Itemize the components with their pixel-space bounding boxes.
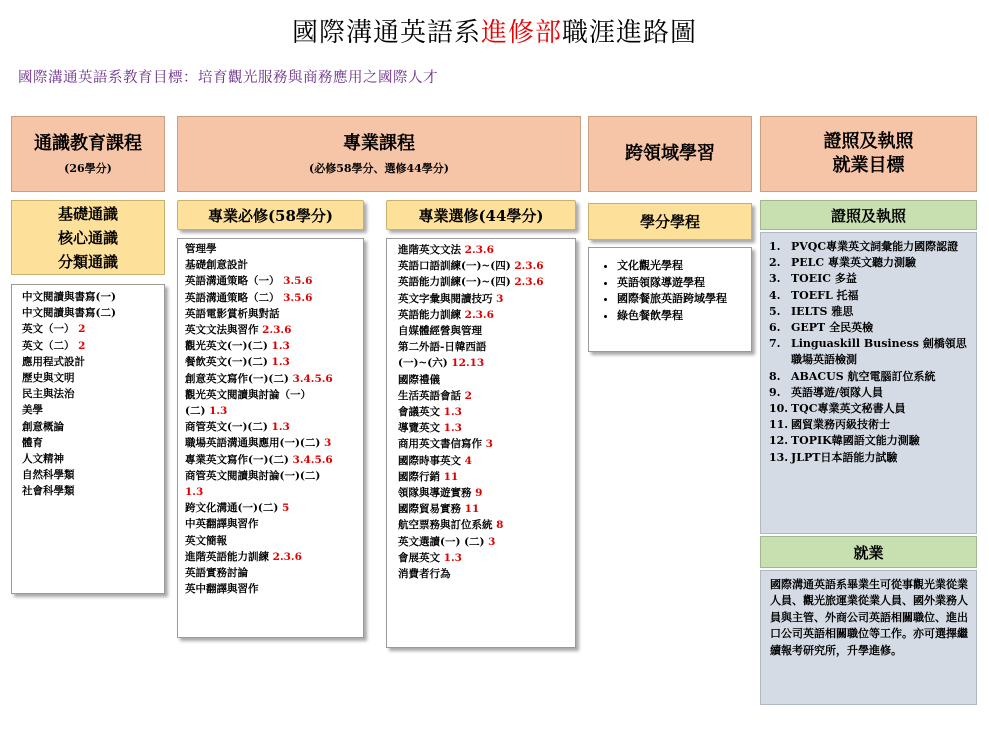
cert-list-box bbox=[760, 232, 977, 534]
cert-item bbox=[769, 417, 970, 433]
cert-number: 8. bbox=[769, 369, 781, 383]
course-name: 歷史與文明 bbox=[22, 372, 75, 385]
cert-number: 12. bbox=[769, 434, 789, 448]
cert-item bbox=[769, 385, 970, 401]
course-name: 英語能力訓練(一)~(四) bbox=[398, 276, 511, 289]
required-course-item bbox=[185, 387, 363, 403]
course-name: 會展英文 bbox=[398, 551, 440, 564]
semester-code: 2 bbox=[74, 323, 86, 336]
course-name: 創意英文寫作(一)(二) bbox=[185, 372, 289, 385]
general-course-item bbox=[22, 354, 164, 370]
cert-name: GEPT 全民英檢 bbox=[791, 321, 874, 335]
program-item: • 綠色餐飲學程 bbox=[617, 308, 751, 325]
semester-code: 3 bbox=[482, 438, 493, 451]
elective-course-item bbox=[398, 274, 575, 290]
program-item: • 英語領隊導遊學程 bbox=[617, 275, 751, 292]
semester-code: 2.3.6 bbox=[269, 550, 302, 563]
semester-code: 3.4.5.6 bbox=[288, 453, 333, 466]
semester-code: 3 bbox=[492, 292, 504, 305]
required-course-item bbox=[185, 419, 363, 435]
general-course-item bbox=[22, 419, 164, 435]
semester-code: 1.3 bbox=[267, 340, 290, 353]
course-name: 國際行銷 bbox=[398, 470, 440, 483]
required-course-item bbox=[185, 322, 363, 338]
course-name: (二) bbox=[185, 405, 206, 418]
course-name: 英中翻譯與習作 bbox=[185, 583, 259, 596]
cross-domain-header bbox=[588, 116, 752, 192]
general-education-title: 通識教育課程 bbox=[34, 133, 142, 155]
course-name: 職場英語溝通與應用(一)(二) bbox=[185, 437, 321, 450]
course-name: 基礎創意設計 bbox=[185, 259, 248, 272]
course-name: 英語口語訓練(一)~(四) bbox=[398, 260, 511, 273]
cert-name: TOEIC 多益 bbox=[791, 272, 857, 286]
semester-code: 2.3.6 bbox=[510, 260, 544, 273]
course-name: 英語能力訓練 bbox=[398, 308, 461, 321]
required-course-item bbox=[185, 306, 363, 322]
elective-course-item bbox=[398, 242, 575, 258]
required-course-item bbox=[185, 516, 363, 532]
cert-number: 11. bbox=[769, 418, 789, 432]
course-name: 國際禮儀 bbox=[398, 373, 440, 386]
semester-code: 8 bbox=[492, 519, 504, 532]
required-course-item bbox=[185, 257, 363, 273]
elective-course-item bbox=[398, 372, 575, 388]
cert-name: PELC 專業英文聽力測驗 bbox=[791, 256, 916, 270]
general-education-header bbox=[11, 116, 165, 192]
general-course-item bbox=[22, 451, 164, 467]
cert-number: 4. bbox=[769, 288, 781, 302]
cert-name: JLPT日本語能力試驗 bbox=[791, 450, 898, 464]
elective-course-item bbox=[398, 517, 575, 533]
elective-course-item bbox=[398, 388, 575, 404]
course-name: 會議英文 bbox=[398, 406, 440, 419]
semester-code: 12.13 bbox=[447, 357, 485, 370]
course-name: 觀光英文(一)(二) bbox=[185, 340, 268, 353]
required-course-item bbox=[185, 533, 363, 549]
course-name: 創意概論 bbox=[22, 420, 64, 433]
course-name: 自然科學類 bbox=[22, 469, 75, 482]
semester-code: 3.5.6 bbox=[279, 275, 313, 288]
program-list-box bbox=[588, 247, 752, 352]
cert-name: IELTS 雅思 bbox=[791, 304, 854, 318]
elective-course-item bbox=[398, 469, 575, 485]
required-course-item bbox=[185, 549, 363, 565]
elective-course-item bbox=[398, 501, 575, 517]
semester-code: 2 bbox=[461, 389, 472, 402]
required-course-item bbox=[185, 500, 363, 516]
program-item: • 國際餐旅英語跨域學程 bbox=[617, 291, 751, 308]
elective-course-item bbox=[398, 339, 575, 355]
required-course-item bbox=[185, 403, 363, 419]
course-name: 中文閱讀與書寫(二) bbox=[22, 307, 116, 320]
required-course-item bbox=[185, 565, 363, 581]
semester-code: 5 bbox=[278, 502, 290, 515]
cert-item bbox=[769, 239, 970, 255]
course-name: 跨文化溝通(一)(二) bbox=[185, 502, 279, 515]
course-name: 英語溝通策略（一） bbox=[185, 275, 280, 288]
course-name: 英文簡報 bbox=[185, 534, 227, 547]
semester-code: 3 bbox=[320, 437, 332, 450]
course-name: 中英翻譯與習作 bbox=[185, 518, 259, 531]
course-name: 人文精神 bbox=[22, 453, 64, 466]
course-name: 英文選讀(一) (二) bbox=[398, 535, 485, 548]
cert-name: TOPIK韓國語文能力測驗 bbox=[791, 434, 920, 448]
cert-number: 10. bbox=[769, 402, 789, 416]
elective-course-item bbox=[398, 453, 575, 469]
course-name: 體育 bbox=[22, 436, 43, 449]
course-name: 進階英語能力訓練 bbox=[185, 550, 269, 563]
cert-item bbox=[769, 304, 970, 320]
course-name: 英語溝通策略（二） bbox=[185, 291, 280, 304]
course-name: 專業英文寫作(一)(二) bbox=[185, 453, 289, 466]
education-goal: 國際溝通英語系教育目標：培育觀光服務與商務應用之國際人才 bbox=[18, 70, 438, 86]
cert-number: 5. bbox=[769, 304, 781, 318]
cert-name: 英語導遊/領隊人員 bbox=[791, 385, 884, 399]
general-education-credits: (26學分) bbox=[64, 161, 112, 175]
elective-course-item bbox=[398, 436, 575, 452]
general-course-item bbox=[22, 338, 164, 354]
title-dept: 國際溝通英語系 bbox=[291, 18, 481, 48]
cert-number: 3. bbox=[769, 272, 781, 286]
course-name: 國際貿易實務 bbox=[398, 503, 461, 516]
required-course-item bbox=[185, 354, 363, 370]
cert-number: 1. bbox=[769, 240, 781, 253]
elective-course-item bbox=[398, 291, 575, 307]
cross-domain-title: 跨領域學習 bbox=[625, 142, 715, 164]
elective-course-item bbox=[398, 420, 575, 436]
general-course-list bbox=[11, 284, 165, 594]
course-name: 社會科學類 bbox=[22, 485, 75, 498]
general-course-item bbox=[22, 386, 164, 402]
course-name: 商管英文(一)(二) bbox=[185, 421, 268, 434]
semester-code: 2.3.6 bbox=[510, 276, 544, 289]
cert-subheader: 證照及執照 bbox=[760, 200, 977, 230]
cert-item bbox=[769, 320, 970, 336]
course-name: 英文文法與習作 bbox=[185, 324, 259, 337]
general-course-item bbox=[22, 467, 164, 483]
category-general: 分類通識 bbox=[57, 252, 118, 271]
semester-code: 3 bbox=[484, 535, 496, 548]
required-course-list bbox=[177, 238, 364, 638]
elective-course-item bbox=[398, 323, 575, 339]
program-subheader: 學分學程 bbox=[588, 203, 752, 240]
professional-courses-title: 專業課程 bbox=[343, 133, 415, 155]
course-name: 中文閱讀與書寫(一) bbox=[22, 291, 116, 303]
elective-course-item bbox=[398, 550, 575, 566]
cert-item bbox=[769, 288, 970, 304]
course-name: 英文字彙與閱讀技巧 bbox=[398, 292, 493, 305]
semester-code: 2.3.6 bbox=[258, 324, 292, 337]
course-name: 應用程式設計 bbox=[22, 355, 85, 368]
semester-code: 3.5.6 bbox=[279, 291, 313, 304]
course-name: 觀光英文閱讀與討論（一） bbox=[185, 388, 311, 401]
semester-code: 2 bbox=[74, 339, 86, 352]
cert-name: TQC專業英文秘書人員 bbox=[791, 402, 906, 416]
cert-name: 國貿業務丙級技術士 bbox=[791, 418, 890, 432]
semester-code: 9 bbox=[471, 487, 483, 500]
semester-code: 4 bbox=[461, 454, 472, 467]
course-name: 進階英文文法 bbox=[398, 244, 461, 256]
course-name: 消費者行為 bbox=[398, 568, 451, 581]
cert-name: PVQC專業英文詞彙能力國際認證 bbox=[791, 240, 959, 253]
required-course-item bbox=[185, 273, 363, 289]
semester-code: 1.3 bbox=[185, 486, 204, 499]
cert-name: TOEFL 托福 bbox=[791, 288, 859, 302]
semester-code: 2.3.6 bbox=[461, 308, 494, 321]
semester-code: 3.4.5.6 bbox=[288, 372, 333, 385]
semester-code: 2.3.6 bbox=[461, 244, 494, 256]
semester-code: 1.3 bbox=[205, 405, 228, 418]
course-name: 英文（二） bbox=[22, 339, 75, 352]
general-course-item bbox=[22, 483, 164, 499]
professional-courses-credits: (必修58學分、選修44學分) bbox=[308, 161, 450, 175]
professional-courses-header bbox=[177, 116, 581, 192]
cert-item bbox=[769, 450, 970, 466]
course-name: 第二外語-日韓西語 bbox=[398, 341, 487, 354]
required-course-item bbox=[185, 338, 363, 354]
semester-code: 11 bbox=[440, 470, 459, 483]
general-course-item bbox=[22, 402, 164, 418]
course-name: 商用英文書信寫作 bbox=[398, 438, 482, 451]
general-course-item bbox=[22, 370, 164, 386]
required-subheader: 專業必修(58學分) bbox=[177, 200, 364, 230]
semester-code: 11 bbox=[461, 503, 480, 516]
course-name: 英文（一） bbox=[22, 323, 75, 336]
elective-course-item bbox=[398, 534, 575, 550]
title-roadmap: 職涯進路圖 bbox=[562, 18, 698, 48]
course-name: 領隊與導遊實務 bbox=[398, 487, 472, 500]
cert-item bbox=[769, 401, 970, 417]
cert-number: 9. bbox=[769, 385, 781, 399]
general-subheader bbox=[11, 200, 165, 275]
cert-name: Linguaskill Business 劍橋領思職場英語檢測 bbox=[791, 337, 967, 367]
cert-item bbox=[769, 336, 970, 368]
course-name: 航空票務與訂位系統 bbox=[398, 519, 493, 532]
general-course-item bbox=[22, 435, 164, 451]
cert-item bbox=[769, 255, 970, 271]
elective-course-item bbox=[398, 566, 575, 582]
required-course-item bbox=[185, 452, 363, 468]
cert-name: ABACUS 航空電腦訂位系統 bbox=[791, 369, 936, 383]
course-name: 餐飲英文(一)(二) bbox=[185, 356, 268, 369]
career-title: 就業目標 bbox=[832, 155, 905, 176]
course-name: 國際時事英文 bbox=[398, 454, 461, 467]
cert-number: 7. bbox=[769, 337, 781, 351]
core-general: 核心通識 bbox=[57, 228, 118, 247]
required-course-item bbox=[185, 371, 363, 387]
cert-title: 證照及執照 bbox=[823, 130, 914, 152]
elective-course-item bbox=[398, 307, 575, 323]
course-name: (一)~(六) bbox=[398, 357, 448, 370]
elective-course-item bbox=[398, 485, 575, 501]
course-name: 導覽英文 bbox=[398, 422, 440, 435]
course-name: 管理學 bbox=[185, 243, 217, 255]
course-name: 英語實務討論 bbox=[185, 567, 248, 580]
required-course-item bbox=[185, 290, 363, 306]
required-course-item bbox=[185, 435, 363, 451]
course-name: 生活英語會話 bbox=[398, 389, 461, 402]
cert-career-header bbox=[760, 116, 977, 192]
course-name: 商管英文閱讀與討論(一)(二) bbox=[185, 469, 321, 482]
elective-subheader: 專業選修(44學分) bbox=[386, 200, 576, 230]
semester-code: 1.3 bbox=[267, 356, 290, 369]
basic-general: 基礎通識 bbox=[57, 204, 118, 223]
jobs-description: 國際溝通英語系畢業生可從事觀光業從業人員、觀光旅運業從業人員、國外業務人員與主管、外商公司英語相關職位、進出口公司英語相關職位等工作。亦可選擇繼續報考研究所，升學進修。 bbox=[760, 570, 977, 705]
general-course-item bbox=[22, 289, 164, 305]
course-name: 民主與法治 bbox=[22, 388, 75, 401]
cert-item bbox=[769, 433, 970, 449]
semester-code: 1.3 bbox=[440, 422, 462, 435]
required-course-item bbox=[185, 484, 363, 500]
course-name: 英語電影賞析與對話 bbox=[185, 307, 280, 320]
page-title bbox=[0, 12, 989, 49]
title-division: 進修部 bbox=[480, 18, 562, 48]
elective-course-item bbox=[398, 258, 575, 274]
cert-item bbox=[769, 369, 970, 385]
general-course-item bbox=[22, 321, 164, 337]
course-name: 自媒體經營與管理 bbox=[398, 325, 482, 338]
course-name: 美學 bbox=[22, 404, 43, 417]
required-course-item bbox=[185, 241, 363, 257]
elective-course-list bbox=[386, 238, 576, 648]
semester-code: 1.3 bbox=[440, 551, 462, 564]
cert-number: 2. bbox=[769, 256, 781, 270]
elective-course-item bbox=[398, 355, 575, 371]
required-course-item bbox=[185, 468, 363, 484]
jobs-subheader: 就業 bbox=[760, 536, 977, 568]
general-course-item bbox=[22, 305, 164, 321]
cert-number: 13. bbox=[769, 450, 789, 464]
required-course-item bbox=[185, 581, 363, 597]
semester-code: 1.3 bbox=[267, 421, 290, 434]
cert-item bbox=[769, 271, 970, 287]
cert-number: 6. bbox=[769, 321, 781, 335]
elective-course-item bbox=[398, 404, 575, 420]
program-item: • 文化觀光學程 bbox=[617, 258, 751, 275]
semester-code: 1.3 bbox=[440, 406, 462, 419]
